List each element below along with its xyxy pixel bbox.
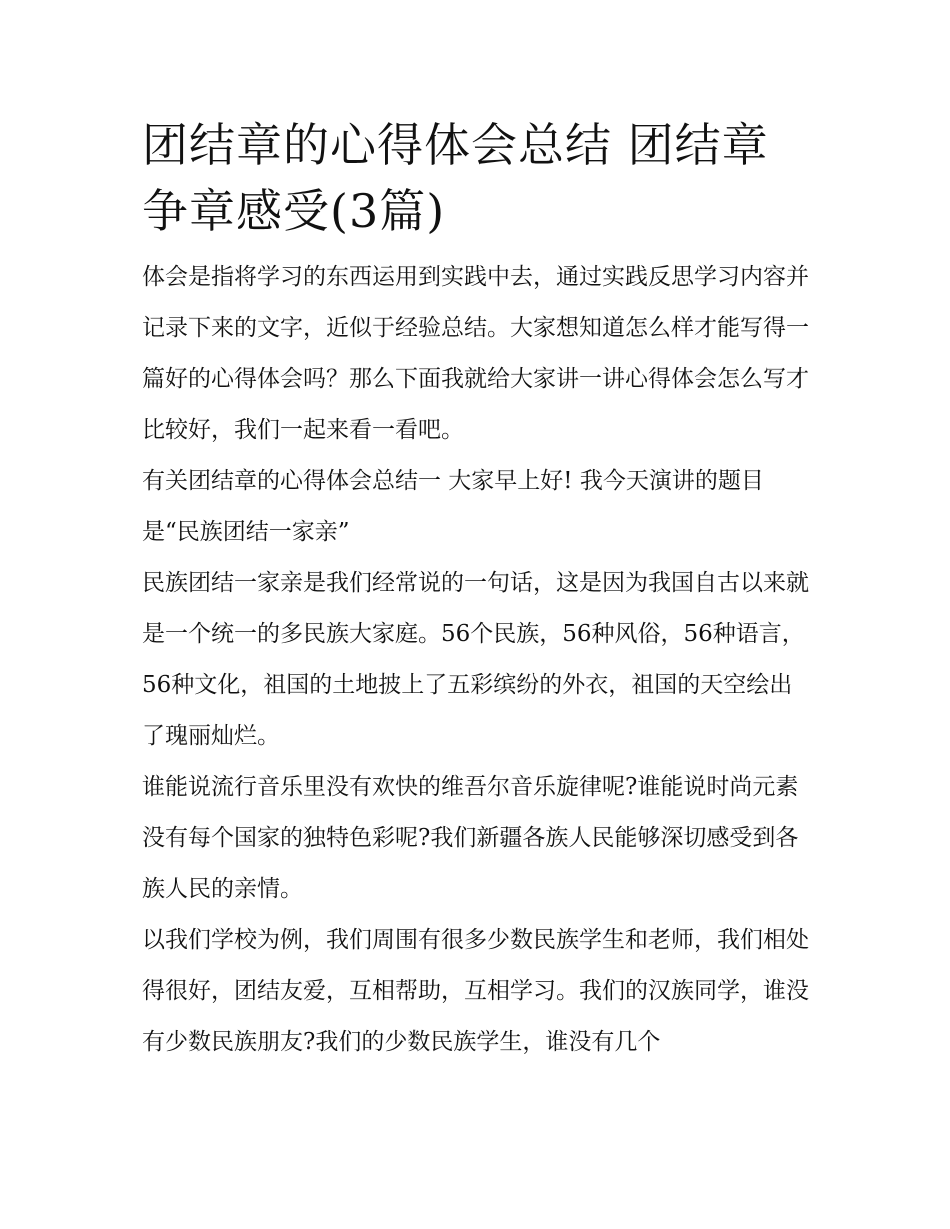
document-page xyxy=(142,112,812,1068)
school-paragraph: 以我们学校为例，我们周围有很多少数民族学生和老师，我们相处得很好，团结友爱，互相帮助，互相学习。我们的汉族同学，谁没有少数民族朋友?我们的少数民族学生，谁没有几个 xyxy=(142,927,809,1055)
unity-paragraph: 民族团结一家亲是我们经常说的一句话，这是因为我国自古以来就是一个统一的多民族大家庭。56个民族，56种风俗，56种语言，56种文化，祖国的土地披上了五彩缤纷的外衣，祖国的天空绘出了瑰丽灿烂。 xyxy=(142,570,809,749)
speech-opening-paragraph: 有关团结章的心得体会总结一 大家早上好! 我今天演讲的题目是“民族团结一家亲” xyxy=(142,468,764,545)
music-paragraph: 谁能说流行音乐里没有欢快的维吾尔音乐旋律呢?谁能说时尚元素没有每个国家的独特色彩呢?我们新疆各族人民能够深切感受到各族人民的亲情。 xyxy=(142,774,799,902)
document-title: 团结章的心得体会总结 团结章争章感受(3篇) xyxy=(142,118,769,238)
intro-paragraph: 体会是指将学习的东西运用到实践中去，通过实践反思学习内容并记录下来的文字，近似于经验总结。大家想知道怎么样才能写得一篇好的心得体会吗？那么下面我就给大家讲一讲心得体会怎么写才比较好，我们一起来看一看吧。 xyxy=(142,264,809,443)
